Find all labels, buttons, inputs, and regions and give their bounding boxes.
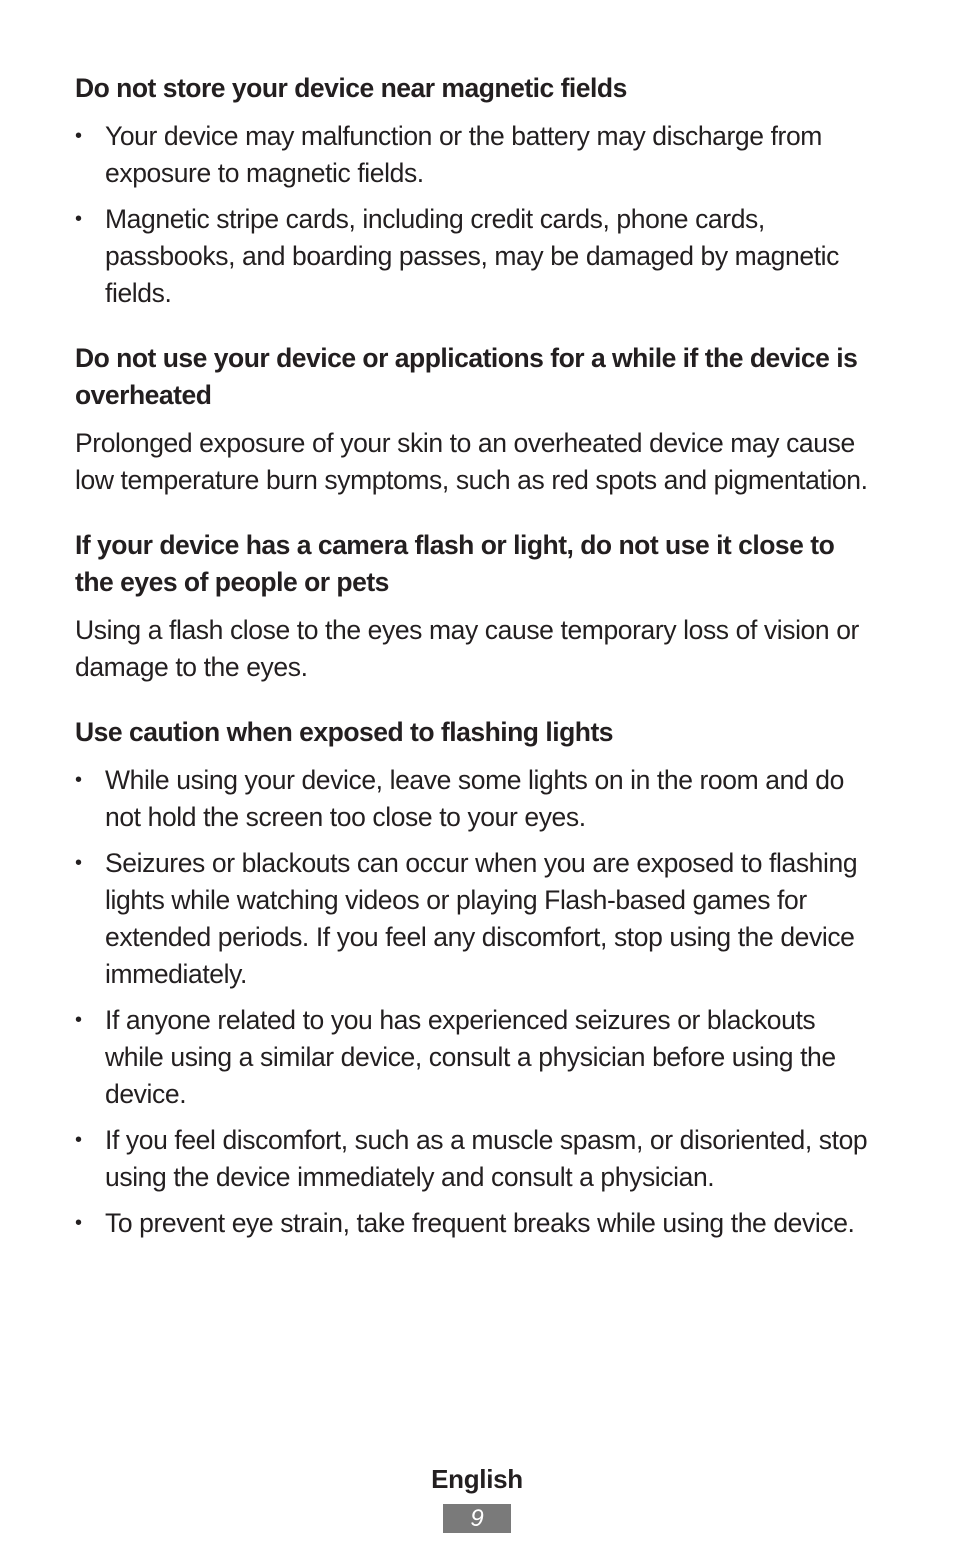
page-number: 9	[443, 1504, 511, 1533]
section-paragraph: Using a flash close to the eyes may cause temporary loss of vision or damage to the eyes.	[75, 615, 859, 682]
section-heading: Use caution when exposed to flashing lights	[75, 717, 614, 747]
bullet-list	[75, 118, 877, 312]
page-footer	[0, 1462, 954, 1533]
section-heading: Do not use your device or applications for a while if the device is overheated	[75, 343, 858, 410]
bullet-icon: •	[75, 125, 82, 147]
bullet-icon: •	[75, 1129, 82, 1151]
section-heading: Do not store your device near magnetic fields	[75, 73, 627, 103]
list-item-text: Your device may malfunction or the battery may discharge from exposure to magnetic fields.	[105, 121, 822, 188]
bullet-icon: •	[75, 208, 82, 230]
bullet-icon: •	[75, 769, 82, 791]
footer-language: English	[431, 1464, 523, 1494]
bullet-icon: •	[75, 1009, 82, 1031]
section-heading: If your device has a camera flash or light, do not use it close to the eyes of people or pets	[75, 530, 835, 597]
list-item-text: Seizures or blackouts can occur when you are exposed to flashing lights while watching videos or playing Flash-based games for extended periods. If you feel any discomfort, stop using the device immediately.	[105, 848, 858, 989]
section-magnetic-fields	[75, 70, 877, 312]
list-item-text: To prevent eye strain, take frequent breaks while using the device.	[105, 1208, 855, 1238]
list-item	[75, 1122, 877, 1196]
list-item	[75, 1205, 877, 1242]
bullet-list	[75, 762, 877, 1242]
section-overheated	[75, 340, 877, 499]
list-item-text: If you feel discomfort, such as a muscle spasm, or disoriented, stop using the device immediately and consult a physician.	[105, 1125, 868, 1192]
list-item-text: Magnetic stripe cards, including credit cards, phone cards, passbooks, and boarding passes, may be damaged by magnetic fields.	[105, 204, 839, 308]
section-camera-flash	[75, 527, 877, 686]
bullet-icon: •	[75, 852, 82, 874]
list-item-text: If anyone related to you has experienced seizures or blackouts while using a similar device, consult a physician before using the device.	[105, 1005, 836, 1109]
section-flashing-lights	[75, 714, 877, 1242]
document-body	[75, 70, 877, 1270]
list-item	[75, 762, 877, 836]
list-item	[75, 201, 877, 312]
list-item	[75, 1002, 877, 1113]
list-item	[75, 845, 877, 993]
list-item	[75, 118, 877, 192]
list-item-text: While using your device, leave some lights on in the room and do not hold the screen too close to your eyes.	[105, 765, 844, 832]
section-paragraph: Prolonged exposure of your skin to an overheated device may cause low temperature burn symptoms, such as red spots and pigmentation.	[75, 428, 868, 495]
bullet-icon: •	[75, 1212, 82, 1234]
